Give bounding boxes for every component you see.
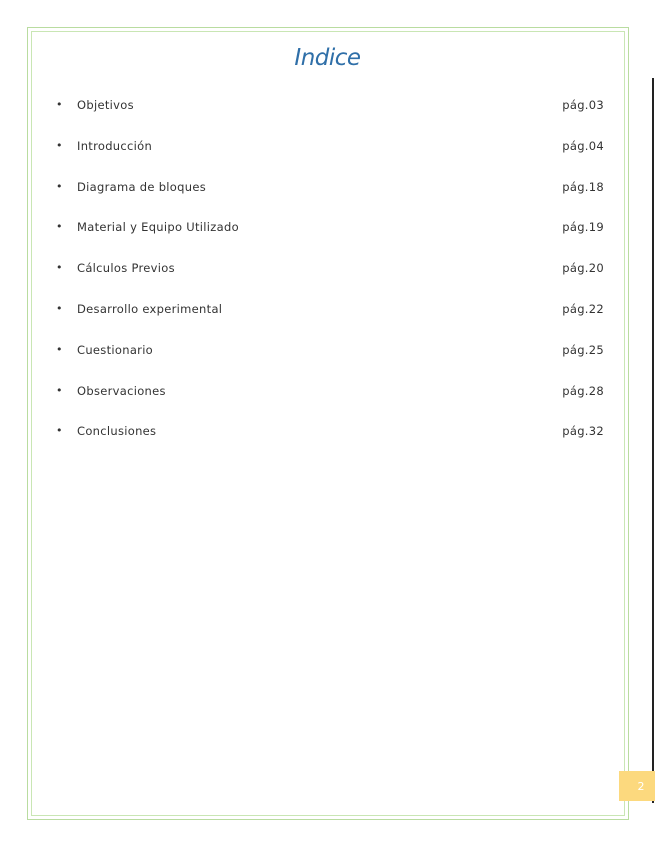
bullet-icon: • <box>56 342 63 356</box>
toc-entry-label: Material y Equipo Utilizado <box>77 220 239 235</box>
toc-entry-page: pág.19 <box>562 220 604 235</box>
toc-entry-page: pág.03 <box>562 98 604 112</box>
page-number: 2 <box>637 779 645 793</box>
toc-entry <box>56 422 604 463</box>
toc-entry-page: pág.22 <box>562 301 604 316</box>
toc-entry <box>56 137 604 178</box>
bullet-icon: • <box>56 138 63 152</box>
toc-entry-label: Observaciones <box>77 383 166 398</box>
toc-entry <box>56 178 604 219</box>
toc-entry <box>56 341 604 382</box>
bullet-icon: • <box>56 301 63 315</box>
toc-entry <box>56 382 604 423</box>
bullet-icon: • <box>56 424 63 438</box>
toc-entry-label: Cálculos Previos <box>77 261 175 276</box>
toc-entry-page: pág.25 <box>562 342 604 357</box>
toc-entry-label: Conclusiones <box>77 424 157 439</box>
toc-entry-page: pág.18 <box>562 179 604 194</box>
toc-entry <box>56 300 604 341</box>
bullet-icon: • <box>56 98 63 111</box>
bullet-icon: • <box>56 261 63 275</box>
toc-entry-label: Introducción <box>77 138 153 153</box>
toc-entry-label: Desarrollo experimental <box>77 301 223 316</box>
toc-entry <box>56 218 604 259</box>
toc-entry-page: pág.32 <box>562 424 604 439</box>
bullet-icon: • <box>56 220 63 234</box>
page-number-badge <box>619 771 655 801</box>
bullet-icon: • <box>56 383 63 397</box>
toc-entry-page: pág.20 <box>562 261 604 276</box>
bullet-icon: • <box>56 179 63 193</box>
page-edge-line <box>652 78 654 803</box>
toc-entry-page: pág.28 <box>562 383 604 398</box>
toc-entry-label: Cuestionario <box>77 342 154 357</box>
toc-entry-page: pág.04 <box>562 138 604 153</box>
toc-entry-label: Objetivos <box>77 98 134 112</box>
toc-entry <box>56 259 604 300</box>
page-title: Indice <box>294 45 361 71</box>
table-of-contents <box>56 96 604 463</box>
toc-entry <box>56 96 604 137</box>
toc-entry-label: Diagrama de bloques <box>77 179 206 194</box>
